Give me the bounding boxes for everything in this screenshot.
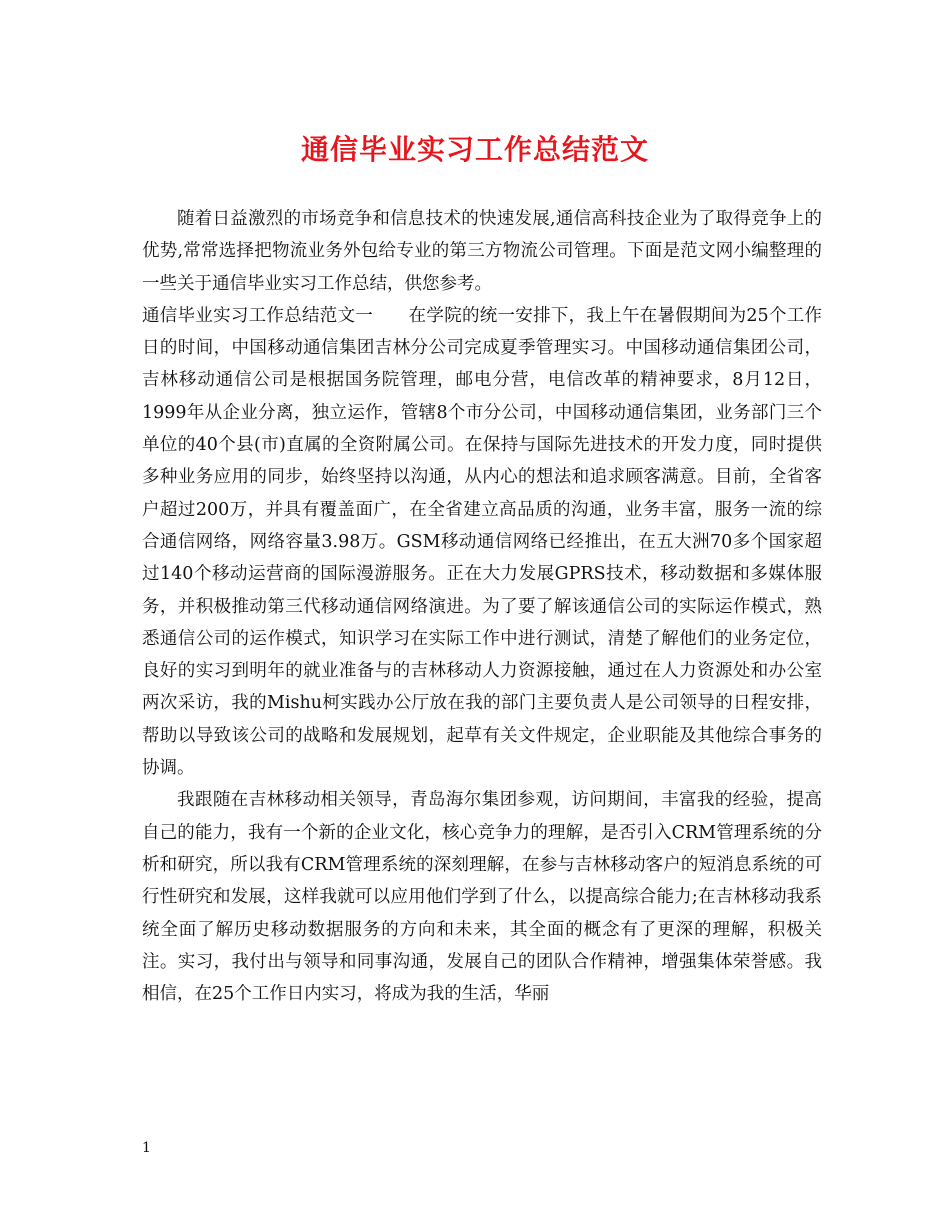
document-body (142, 203, 822, 1010)
section-one-paragraph: 通信毕业实习工作总结范文一 在学院的统一安排下，我上午在暑假期间为25个工作日的时间，中国移动通信集团吉林分公司完成夏季管理实习。中国移动通信集团公司，吉林移动通信公司是根据国务院管理，邮电分营，电信改革的精神要求，8月12日，1999年从企业分离，独立运作，管辖8个市分公司，中国移动通信集团，业务部门三个单位的40个县(市)直属的全资附属公司。在保持与国际先进技术的开发力度，同时提供多种业务应用的同步，始终坚持以沟通，从内心的想法和追求顾客满意。目前，全省客户超过200万，并具有覆盖面广，在全省建立高品质的沟通，业务丰富，服务一流的综合通信网络，网络容量3.98万。GSM移动通信网络已经推出，在五大洲70多个国家超过140个移动运营商的国际漫游服务。正在大力发展GPRS技术，移动数据和多媒体服务，并积极推动第三代移动通信网络演进。为了要了解该通信公司的实际运作模式，熟悉通信公司的运作模式，知识学习在实际工作中进行测试，清楚了解他们的业务定位，良好的实习到明年的就业准备与的吉林移动人力资源接触，通过在人力资源处和办公室两次采访，我的Mishu柯实践办公厅放在我的部门主要负责人是公司领导的日程安排，帮助以导致该公司的战略和发展规划，起草有关文件规定，企业职能及其他综合事务的协调。 (142, 305, 822, 779)
intro-paragraph: 随着日益激烈的市场竞争和信息技术的快速发展,通信高科技企业为了取得竞争上的优势,常常选择把物流业务外包给专业的第三方物流公司管理。下面是范文网小编整理的一些关于通信毕业实习工作总结，供您参考。 (142, 209, 822, 294)
page-number: 1 (142, 1140, 151, 1156)
body-paragraph: 我跟随在吉林移动相关领导，青岛海尔集团参观，访问期间，丰富我的经验，提高自己的能力，我有一个新的企业文化，核心竞争力的理解，是否引入CRM管理系统的分析和研究，所以我有CRM管理系统的深刻理解，在参与吉林移动客户的短消息系统的可行性研究和发展，这样我就可以应用他们学到了什么，以提高综合能力;在吉林移动我系统全面了解历史移动数据服务的方向和未来，其全面的概念有了更深的理解，积极关注。实习，我付出与领导和同事沟通，发展自己的团队合作精神，增强集体荣誉感。我相信，在25个工作日内实习，将成为我的生活，华丽 (142, 790, 822, 1005)
document-title: 通信毕业实习工作总结范文 (300, 133, 649, 166)
